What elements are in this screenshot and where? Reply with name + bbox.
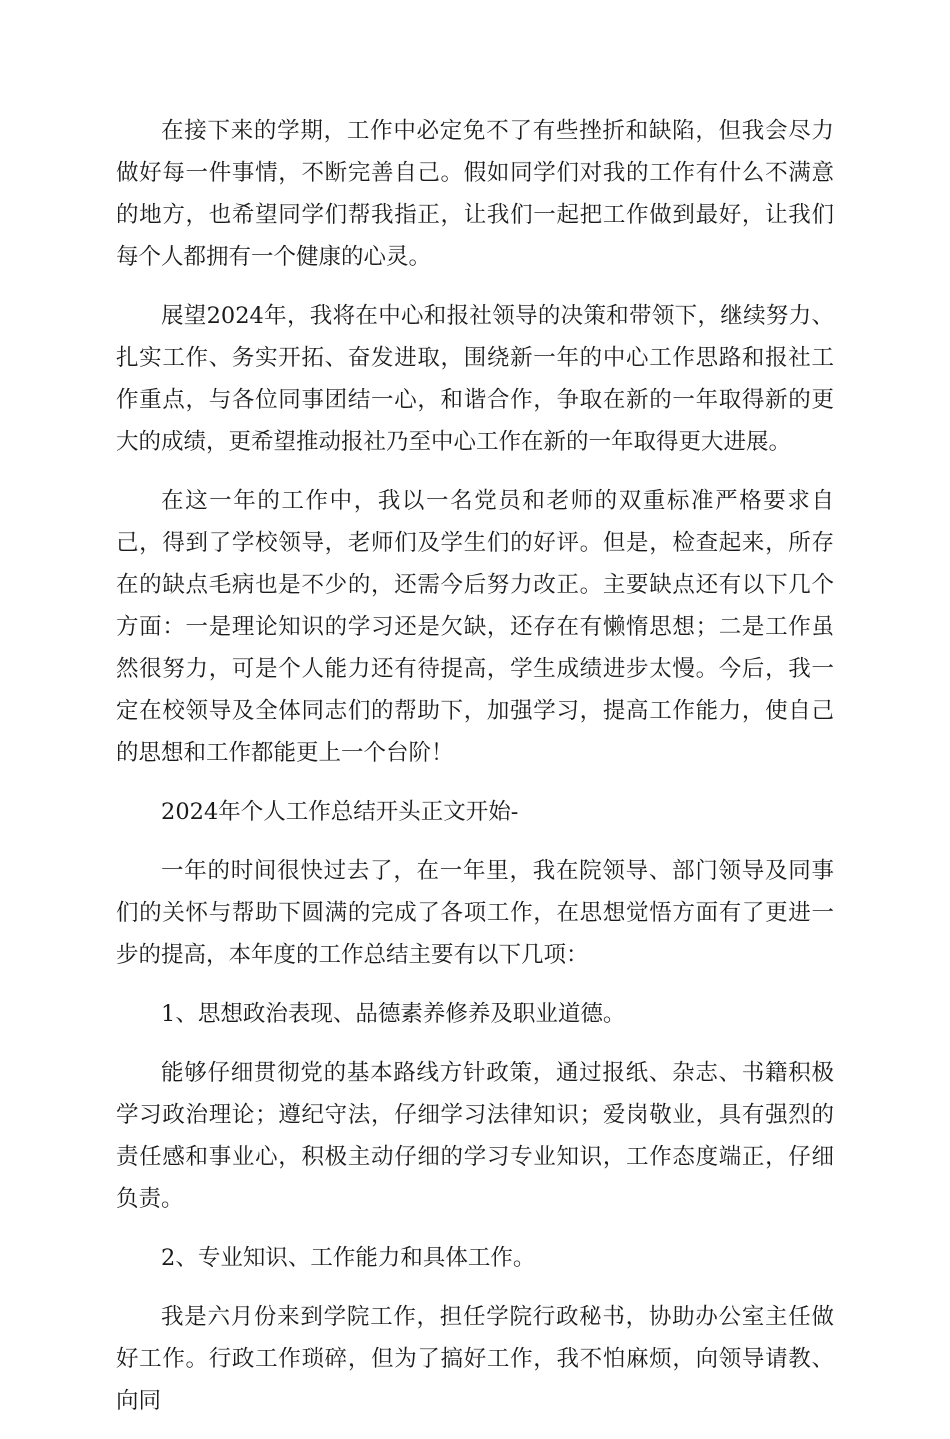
paragraph-2: 展望2024年，我将在中心和报社领导的决策和带领下，继续努力、扎实工作、务实开拓、奋发进取，围绕新一年的中心工作思路和报社工作重点，与各位同事团结一心，和谐合作，争取在新的一年取得新的更大的成绩，更希望推动报社乃至中心工作在新的一年取得更大进展。	[116, 303, 834, 455]
document-body	[116, 110, 834, 1439]
subheading-2: 2、专业知识、工作能力和具体工作。	[161, 1245, 536, 1271]
paragraph-1: 在接下来的学期，工作中必定免不了有些挫折和缺陷，但我会尽力做好每一件事情，不断完善自己。假如同学们对我的工作有什么不满意的地方，也希望同学们帮我指正，让我们一起把工作做到最好，让我们每个人都拥有一个健康的心灵。	[116, 118, 834, 270]
paragraph-6: 我是六月份来到学院工作，担任学院行政秘书，协助办公室主任做好工作。行政工作琐碎，但为了搞好工作，我不怕麻烦，向领导请教、向同	[116, 1304, 834, 1414]
paragraph-5: 能够仔细贯彻党的基本路线方针政策，通过报纸、杂志、书籍积极学习政治理论；遵纪守法，仔细学习法律知识；爱岗敬业，具有强烈的责任感和事业心，积极主动仔细的学习专业知识，工作态度端正，仔细负责。	[116, 1060, 834, 1212]
paragraph-3: 在这一年的工作中，我以一名党员和老师的双重标准严格要求自己，得到了学校领导，老师们及学生们的好评。但是，检查起来，所存在的缺点毛病也是不少的，还需今后努力改正。主要缺点还有以下几个方面：一是理论知识的学习还是欠缺，还存在有懒惰思想；二是工作虽然很努力，可是个人能力还有待提高，学生成绩进步太慢。今后，我一定在校领导及全体同志们的帮助下，加强学习，提高工作能力，使自己的思想和工作都能更上一个台阶！	[116, 488, 834, 766]
subheading-1: 1、思想政治表现、品德素养修养及职业道德。	[161, 1001, 626, 1027]
paragraph-4: 一年的时间很快过去了，在一年里，我在院领导、部门领导及同事们的关怀与帮助下圆满的完成了各项工作，在思想觉悟方面有了更进一步的提高，本年度的工作总结主要有以下几项：	[116, 858, 834, 968]
section-heading: 2024年个人工作总结开头正文开始-	[161, 799, 519, 825]
